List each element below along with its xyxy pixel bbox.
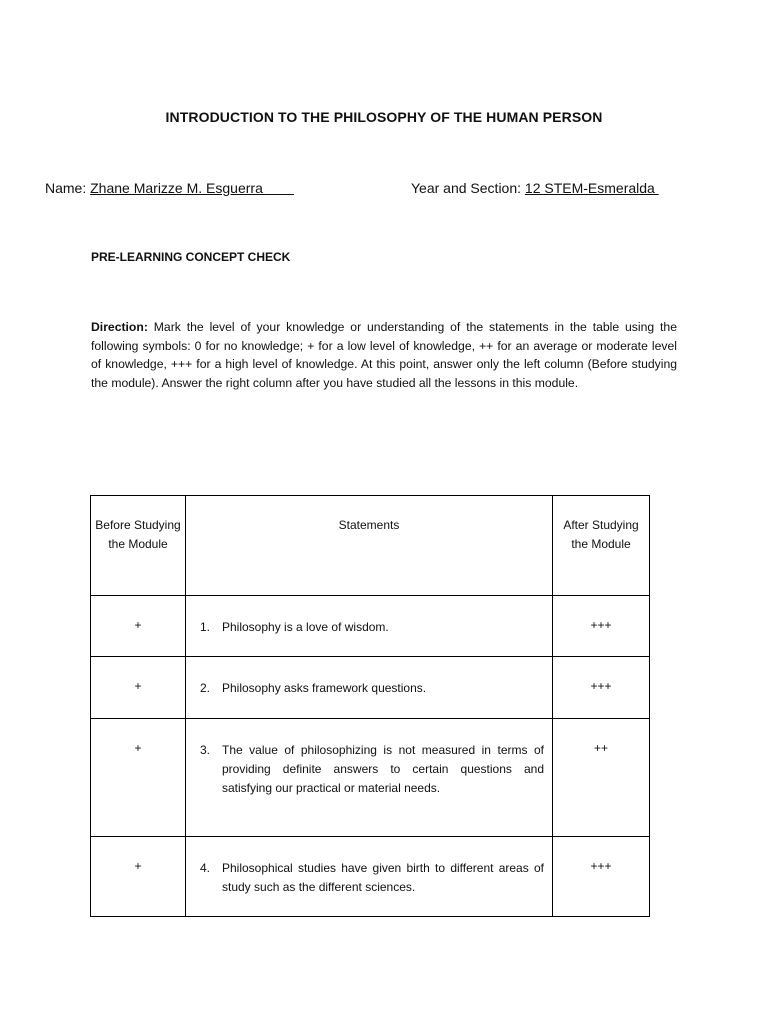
header-statements: Statements [186,496,553,596]
statement-number: 1. [200,620,211,634]
table-row [91,657,650,719]
statement-text: Philosophical studies have given birth to different areas of study such as the different sciences. [222,861,544,894]
after-mark: +++ [553,596,650,657]
name-field [45,180,294,196]
statement-number: 3. [200,743,211,757]
after-mark: +++ [553,657,650,719]
statement-text: Philosophy is a love of wisdom. [222,620,389,634]
statement-cell [186,657,553,719]
table-row [91,719,650,837]
year-section-field [411,180,659,196]
statement-cell [186,837,553,917]
before-mark: + [91,596,186,657]
statement-cell [186,596,553,657]
header-after: After Studying the Module [553,496,650,596]
direction-paragraph [91,318,677,392]
direction-label: Direction: [91,320,148,334]
year-section-value: 12 STEM-Esmeralda [524,180,659,196]
statement-number: 4. [200,861,211,875]
header-before: Before Studying the Module [91,496,186,596]
table-row [91,837,650,917]
statement-text: The value of philosophizing is not measured in terms of providing definite answers to certain questions and satisfying our practical or material needs. [222,743,544,795]
before-mark: + [91,719,186,837]
document-title: INTRODUCTION TO THE PHILOSOPHY OF THE HUMAN PERSON [165,109,603,125]
table-header-row [91,496,650,596]
statement-text: Philosophy asks framework questions. [222,681,427,695]
concept-check-table [90,495,650,917]
table-row [91,596,650,657]
after-mark: +++ [553,837,650,917]
year-section-label: Year and Section: [411,180,525,196]
name-value: Zhane Marizze M. Esguerra [90,180,294,196]
before-mark: + [91,657,186,719]
after-mark: ++ [553,719,650,837]
statement-number: 2. [200,681,211,695]
section-heading: PRE-LEARNING CONCEPT CHECK [91,250,291,264]
name-label: Name: [45,180,91,196]
direction-text: Mark the level of your knowledge or understanding of the statements in the table using the following symbols: 0 for no knowledge; + for a low level of knowledge, ++ for an average or moderate level of knowledge, +++ for a high level of knowledge. At this point, answer only the left column (Before studying the module). Answer the right column after you have studied all the lessons in this module. [91,320,677,390]
statement-cell [186,719,553,837]
before-mark: + [91,837,186,917]
